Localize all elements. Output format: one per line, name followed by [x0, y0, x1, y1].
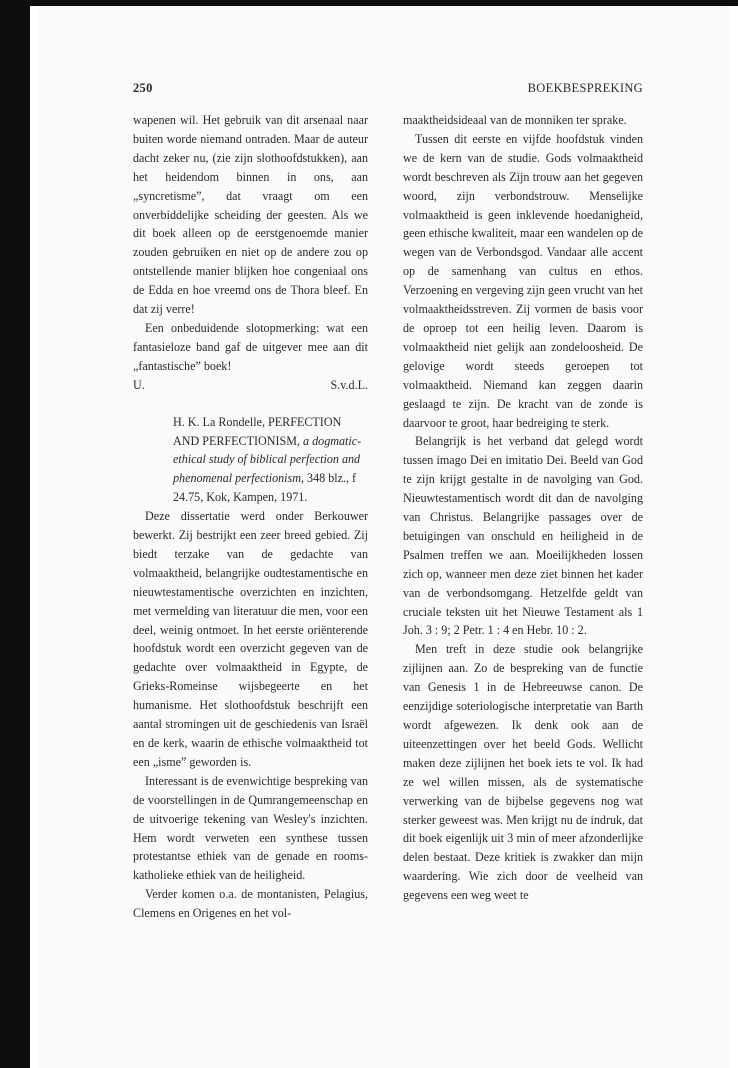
signature-line [133, 376, 368, 395]
review-paragraph: Verder komen o.a. de montanisten, Pelagius, Clemens en Origenes en het vol- [133, 887, 368, 921]
closing-remark-paragraph: Een onbeduidende slotopmerking: wat een fantasieloze band gaf de uitgever mee aan dit „fantastische” boek! [133, 320, 368, 373]
review-paragraph: Men treft in deze studie ook belangrijke zijlijnen aan. Zo de bespreking van de functie van Genesis 1 in de Hebreeuwse canon. De eenzijdige soteriologische interpretatie van Barth wordt afgewezen. Ik denk ook aan de uiteenzettingen over het beeld Gods. Wellicht maken deze zijlijnen het boek iets te vol. Ik had ze wel willen missen, als de systematische verwerking van de bijbelse gegevens nog wat sterker geweest was. Men krijgt nu de indruk, dat dit boek eigenlijk uit 3 min of meer afzonderlijke delen bestaat. Deze kritiek is zwakker dan mijn waardering. Wie zich door de veelheid van gegevens een weg weet te [403, 642, 643, 903]
running-title: BOEKBESPREKING [527, 81, 643, 95]
reviewer-initials: S.v.d.L. [330, 377, 368, 392]
continuation-paragraph: wapenen wil. Het gebruik van dit arsenaal naar buiten worde niemand ontraden. Maar de auteur dacht zeker nu, (zie zijn slothoofdstukken), aan het heidendom binnen in ons, aan „syncretisme”, dat vraagt om een onverbiddelijke scheiding der geesten. Als we dit boek alleen op de eerstgenoemde manier zouden gebruiken en niet op de andere zou op ontstellende manier blijken hoe congeniaal ons de Edda en hoe vreemd ons de Thora bleef. En dat zij verre! [133, 113, 368, 317]
page-header [133, 81, 643, 99]
review-publication: 348 blz., f 24.75, Kok, Kampen, 1971. [173, 471, 357, 505]
page-number: 250 [133, 81, 153, 95]
review-paragraph: Tussen dit eerste en vijfde hoofdstuk vinden we de kern van de studie. Gods volmaaktheid wordt beschreven als Zijn trouw aan het gegeven woord, zijn verbondstrouw. Menselijke volmaaktheid is geen inklevende hoedanigheid, geen ethische kwaliteit, maar een wandelen op de wegen van de Verbondsgod. Vandaar alle accent op de samenhang van cultus en ethos. Verzoening en vergeving zijn geen vrucht van het volmaaktheidsstreven. Zij vormen de basis voor de oproep tot een heilig leven. Daarom is volmaaktheid niet gelijk aan zondeloosheid. De gelovige wordt steeds geroepen tot volmaaktheid. Niemand kan zeggen daarin geslaagd te zijn. De kracht van de zonde is daarvoor te groot, haar bedreiging te sterk. [403, 131, 643, 430]
right-column [403, 111, 643, 905]
signature-initial: U. [133, 377, 145, 392]
continuation-paragraph: maaktheidsideaal van de monniken ter sprake. [403, 113, 627, 127]
scan-edge-left [0, 0, 30, 1068]
review-paragraph: Belangrijk is het verband dat gelegd wordt tussen imago Dei en imitatio Dei. Beeld van God te zijn krijgt gestalte in de navolging van God. Nieuwtestamentisch wordt dit dan de navolging van Christus. Belangrijke passages over de betuigingen van onschuld en heiligheid in de Psalmen treffen we aan. Moeilijkheden lossen zich op, wanneer men deze ziet binnen het kader van de verbondsomgang. Hetzelfde geldt van cruciale teksten uit het Nieuwe Testament als 1 Joh. 3 : 9; 2 Petr. 1 : 4 en Hebr. 10 : 2. [403, 434, 643, 638]
review-paragraph: Interessant is de evenwichtige bespreking van de voorstellingen in de Qumrangemeenschap en de uitvoerige tekening van Wesley's inzichten. Hem wordt verweten een synthese tussen protestantse ethiek van de genade en rooms-katholieke ethiek van de heiligheid. [133, 773, 368, 883]
review-heading [133, 413, 368, 508]
left-column [133, 111, 368, 923]
review-author-title: H. K. La Rondelle, PERFECTION AND PERFECTIONISM, [173, 414, 342, 448]
review-paragraph: Deze dissertatie werd onder Berkouwer bewerkt. Zij bestrijkt een zeer breed gebied. Zij biedt terzake van de gedachte van volmaaktheid, belangrijke oudtestamentische en nieuwtestamentische overzichten en inzichten, met vermelding van literatuur die men, voor een deel, weinig ontmoet. In het eerste oriënterende hoofdstuk wordt een overzicht gegeven van de gedachte over volmaaktheid in Egypte, de Grieks-Romeinse wijsbegeerte en het humanisme. Het slothoofdstuk beschrijft een aantal stromingen uit de geschiedenis van Israël en de kerk, waarin de ethische volmaaktheid tot een „isme” geworden is. [133, 509, 368, 769]
review-subtitle: a dogmatic-ethical study of biblical perfection and phenomenal perfectionism, [173, 433, 362, 486]
